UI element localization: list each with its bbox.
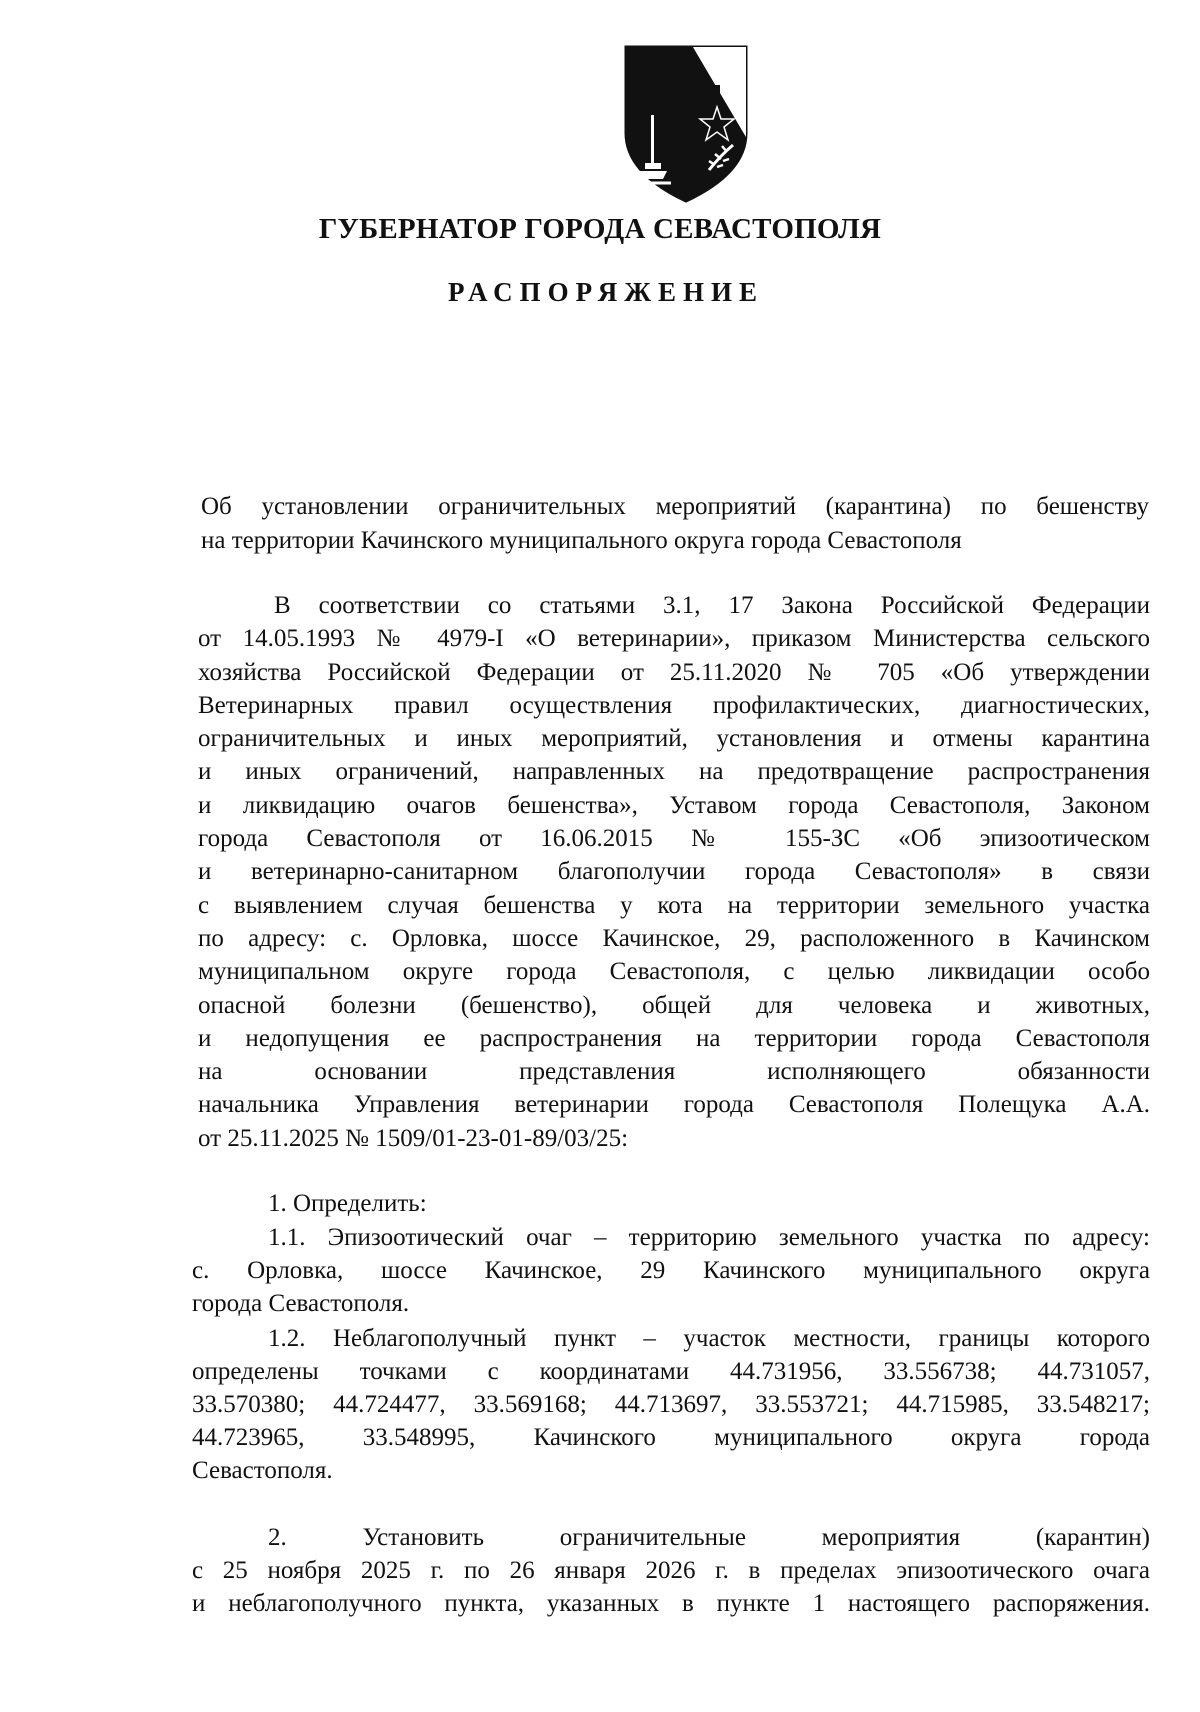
clause-1-heading: 1. Определить:	[268, 1190, 427, 1217]
text-line: 44.723965, 33.548995, Качинского муниципального округа города	[192, 1424, 1150, 1451]
text-line: муниципальном округе города Севастополя, с целью ликвидации особо	[198, 958, 1150, 986]
text-line: хозяйства Российской Федерации от 25.11.2020 № 705 «Об утверждении	[198, 658, 1150, 686]
text-line: 2. Установить ограничительные мероприятия (карантин)	[268, 1524, 1150, 1551]
text-line: от 14.05.1993 № 4979-I «О ветеринарии», приказом Министерства сельского	[198, 625, 1150, 653]
subject-line: на территории Качинского муниципального округа города Севастополя	[201, 527, 962, 554]
text-line: Севастополя.	[192, 1457, 333, 1484]
text-line: с. Орловка, шоссе Качинское, 29 Качинского муниципального округа	[192, 1257, 1150, 1284]
issuing-authority: ГУБЕРНАТОР ГОРОДА СЕВАСТОПОЛЯ	[318, 213, 882, 245]
text-line: определены точками с координатами 44.731956, 33.556738; 44.731057,	[192, 1358, 1150, 1385]
text-line: от 25.11.2025 № 1509/01-23-01-89/03/25:	[198, 1124, 629, 1152]
text-line: с выявлением случая бешенства у кота на территории земельного участка	[198, 891, 1150, 919]
text-line: начальника Управления ветеринарии города Севастополя Полещука А.А.	[198, 1091, 1150, 1119]
text-line: В соответствии со статьями 3.1, 17 Закона Российской Федерации	[274, 592, 1150, 619]
text-line: города Севастополя.	[192, 1290, 410, 1317]
text-line: и недопущения ее распространения на территории города Севастополя	[198, 1024, 1150, 1052]
subject-line: Об установлении ограничительных мероприятий (карантина) по бешенству	[201, 493, 1149, 520]
text-line: с 25 ноября 2025 г. по 26 января 2026 г. в пределах эпизоотического очага	[192, 1557, 1150, 1584]
text-line: города Севастополя от 16.06.2015 № 155-ЗС «Об эпизоотическом	[198, 825, 1150, 853]
text-line: и ветеринарно-санитарном благополучии города Севастополя» в связи	[198, 858, 1150, 886]
text-line: и иных ограничений, направленных на предотвращение распространения	[198, 758, 1150, 786]
text-line: опасной болезни (бешенство), общей для человека и животных,	[198, 991, 1150, 1019]
document-subject	[201, 490, 1149, 558]
text-line: и ликвидацию очагов бешенства», Уставом города Севастополя, Законом	[198, 791, 1150, 819]
text-line: 1.1. Эпизоотический очаг – территорию земельного участка по адресу:	[268, 1224, 1150, 1251]
coat-of-arms-emblem	[621, 45, 751, 203]
clause-1-1	[192, 1221, 1150, 1320]
text-line: 33.570380; 44.724477, 33.569168; 44.713697, 33.553721; 44.715985, 33.548217;	[192, 1391, 1150, 1418]
preamble-paragraph	[198, 589, 1150, 1155]
text-line: 1.2. Неблагополучный пункт – участок местности, границы которого	[268, 1325, 1150, 1352]
text-line: по адресу: с. Орловка, шоссе Качинское, 29, расположенного в Качинском	[198, 924, 1150, 952]
text-line: и неблагополучного пункта, указанных в пункте 1 настоящего распоряжения.	[192, 1590, 1150, 1617]
text-line: на основании представления исполняющего обязанности	[198, 1058, 1150, 1086]
document-type: РАСПОРЯЖЕНИЕ	[447, 277, 765, 307]
text-line: Ветеринарных правил осуществления профилактических, диагностических,	[198, 691, 1150, 719]
text-line: ограничительных и иных мероприятий, установления и отмены карантина	[198, 725, 1150, 753]
clause-1-2	[192, 1322, 1150, 1487]
clause-2	[192, 1521, 1150, 1620]
